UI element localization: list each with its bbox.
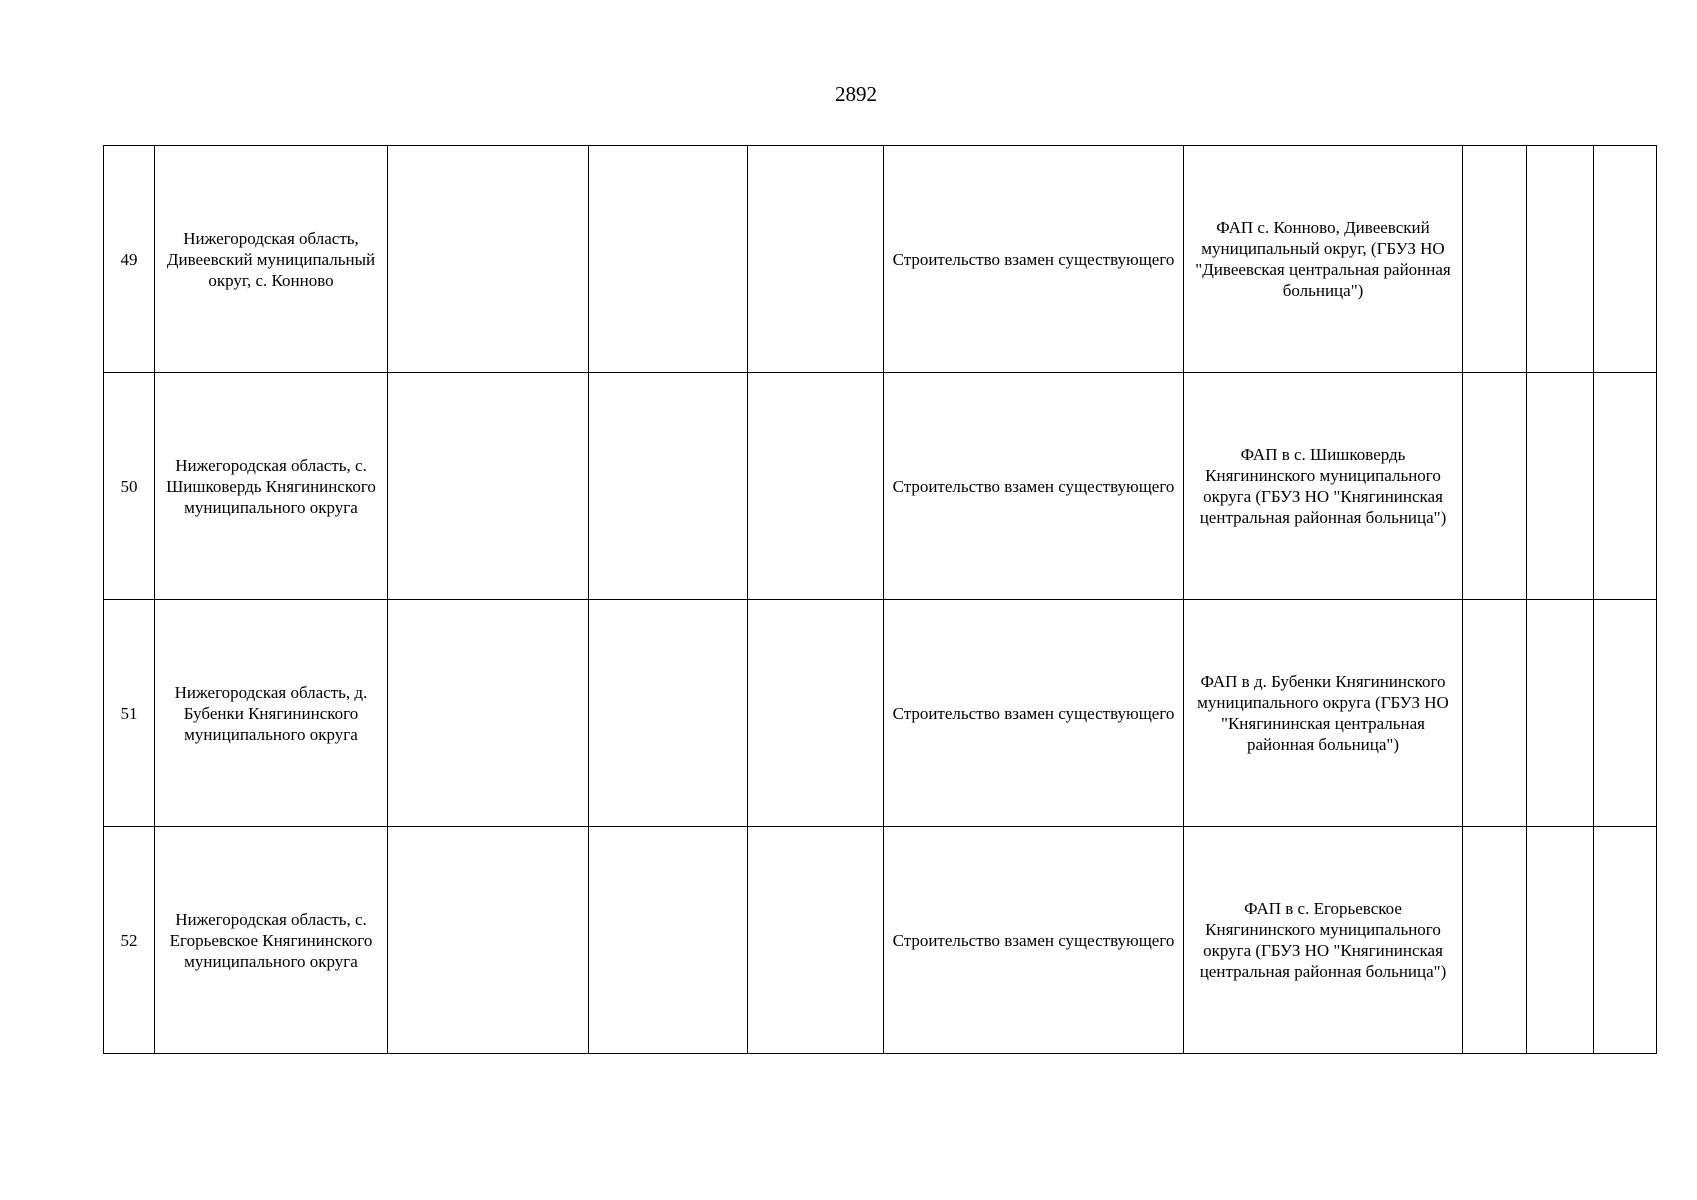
empty-cell (1594, 600, 1657, 827)
empty-cell (1527, 600, 1594, 827)
empty-cell (1594, 827, 1657, 1054)
data-table (103, 145, 1657, 1054)
table-row (104, 373, 1657, 600)
empty-cell (1527, 827, 1594, 1054)
work-type-cell: Строительство взамен существующего (884, 827, 1184, 1054)
empty-cell (388, 373, 589, 600)
empty-cell (748, 827, 884, 1054)
empty-cell (1463, 600, 1527, 827)
empty-cell (748, 146, 884, 373)
empty-cell (589, 373, 748, 600)
row-number-cell: 50 (104, 373, 155, 600)
empty-cell (1527, 373, 1594, 600)
empty-cell (388, 600, 589, 827)
empty-cell (589, 146, 748, 373)
empty-cell (1463, 373, 1527, 600)
empty-cell (388, 827, 589, 1054)
location-cell: Нижегородская область, с. Егорьевское Княгининского муниципального округа (155, 827, 388, 1054)
facility-cell: ФАП с. Конново, Дивеевский муниципальный округ, (ГБУЗ НО "Дивеевская центральная районная больница") (1184, 146, 1463, 373)
empty-cell (1463, 146, 1527, 373)
empty-cell (1594, 146, 1657, 373)
location-cell: Нижегородская область, д. Бубенки Княгининского муниципального округа (155, 600, 388, 827)
table-row (104, 146, 1657, 373)
row-number-cell: 51 (104, 600, 155, 827)
facility-cell: ФАП в с. Шишковердь Княгининского муниципального округа (ГБУЗ НО "Княгининская центральная районная больница") (1184, 373, 1463, 600)
empty-cell (1463, 827, 1527, 1054)
location-cell: Нижегородская область, Дивеевский муниципальный округ, с. Конново (155, 146, 388, 373)
empty-cell (589, 827, 748, 1054)
empty-cell (748, 600, 884, 827)
work-type-cell: Строительство взамен существующего (884, 600, 1184, 827)
empty-cell (1594, 373, 1657, 600)
empty-cell (1527, 146, 1594, 373)
page-number: 2892 (835, 82, 877, 106)
table-row (104, 827, 1657, 1054)
table-row (104, 600, 1657, 827)
empty-cell (388, 146, 589, 373)
work-type-cell: Строительство взамен существующего (884, 146, 1184, 373)
empty-cell (589, 600, 748, 827)
row-number-cell: 52 (104, 827, 155, 1054)
empty-cell (748, 373, 884, 600)
row-number-cell: 49 (104, 146, 155, 373)
facility-cell: ФАП в д. Бубенки Княгининского муниципального округа (ГБУЗ НО "Княгининская центральная районная больница") (1184, 600, 1463, 827)
facility-cell: ФАП в с. Егорьевское Княгининского муниципального округа (ГБУЗ НО "Княгининская центральная районная больница") (1184, 827, 1463, 1054)
location-cell: Нижегородская область, с. Шишковердь Княгининского муниципального округа (155, 373, 388, 600)
work-type-cell: Строительство взамен существующего (884, 373, 1184, 600)
